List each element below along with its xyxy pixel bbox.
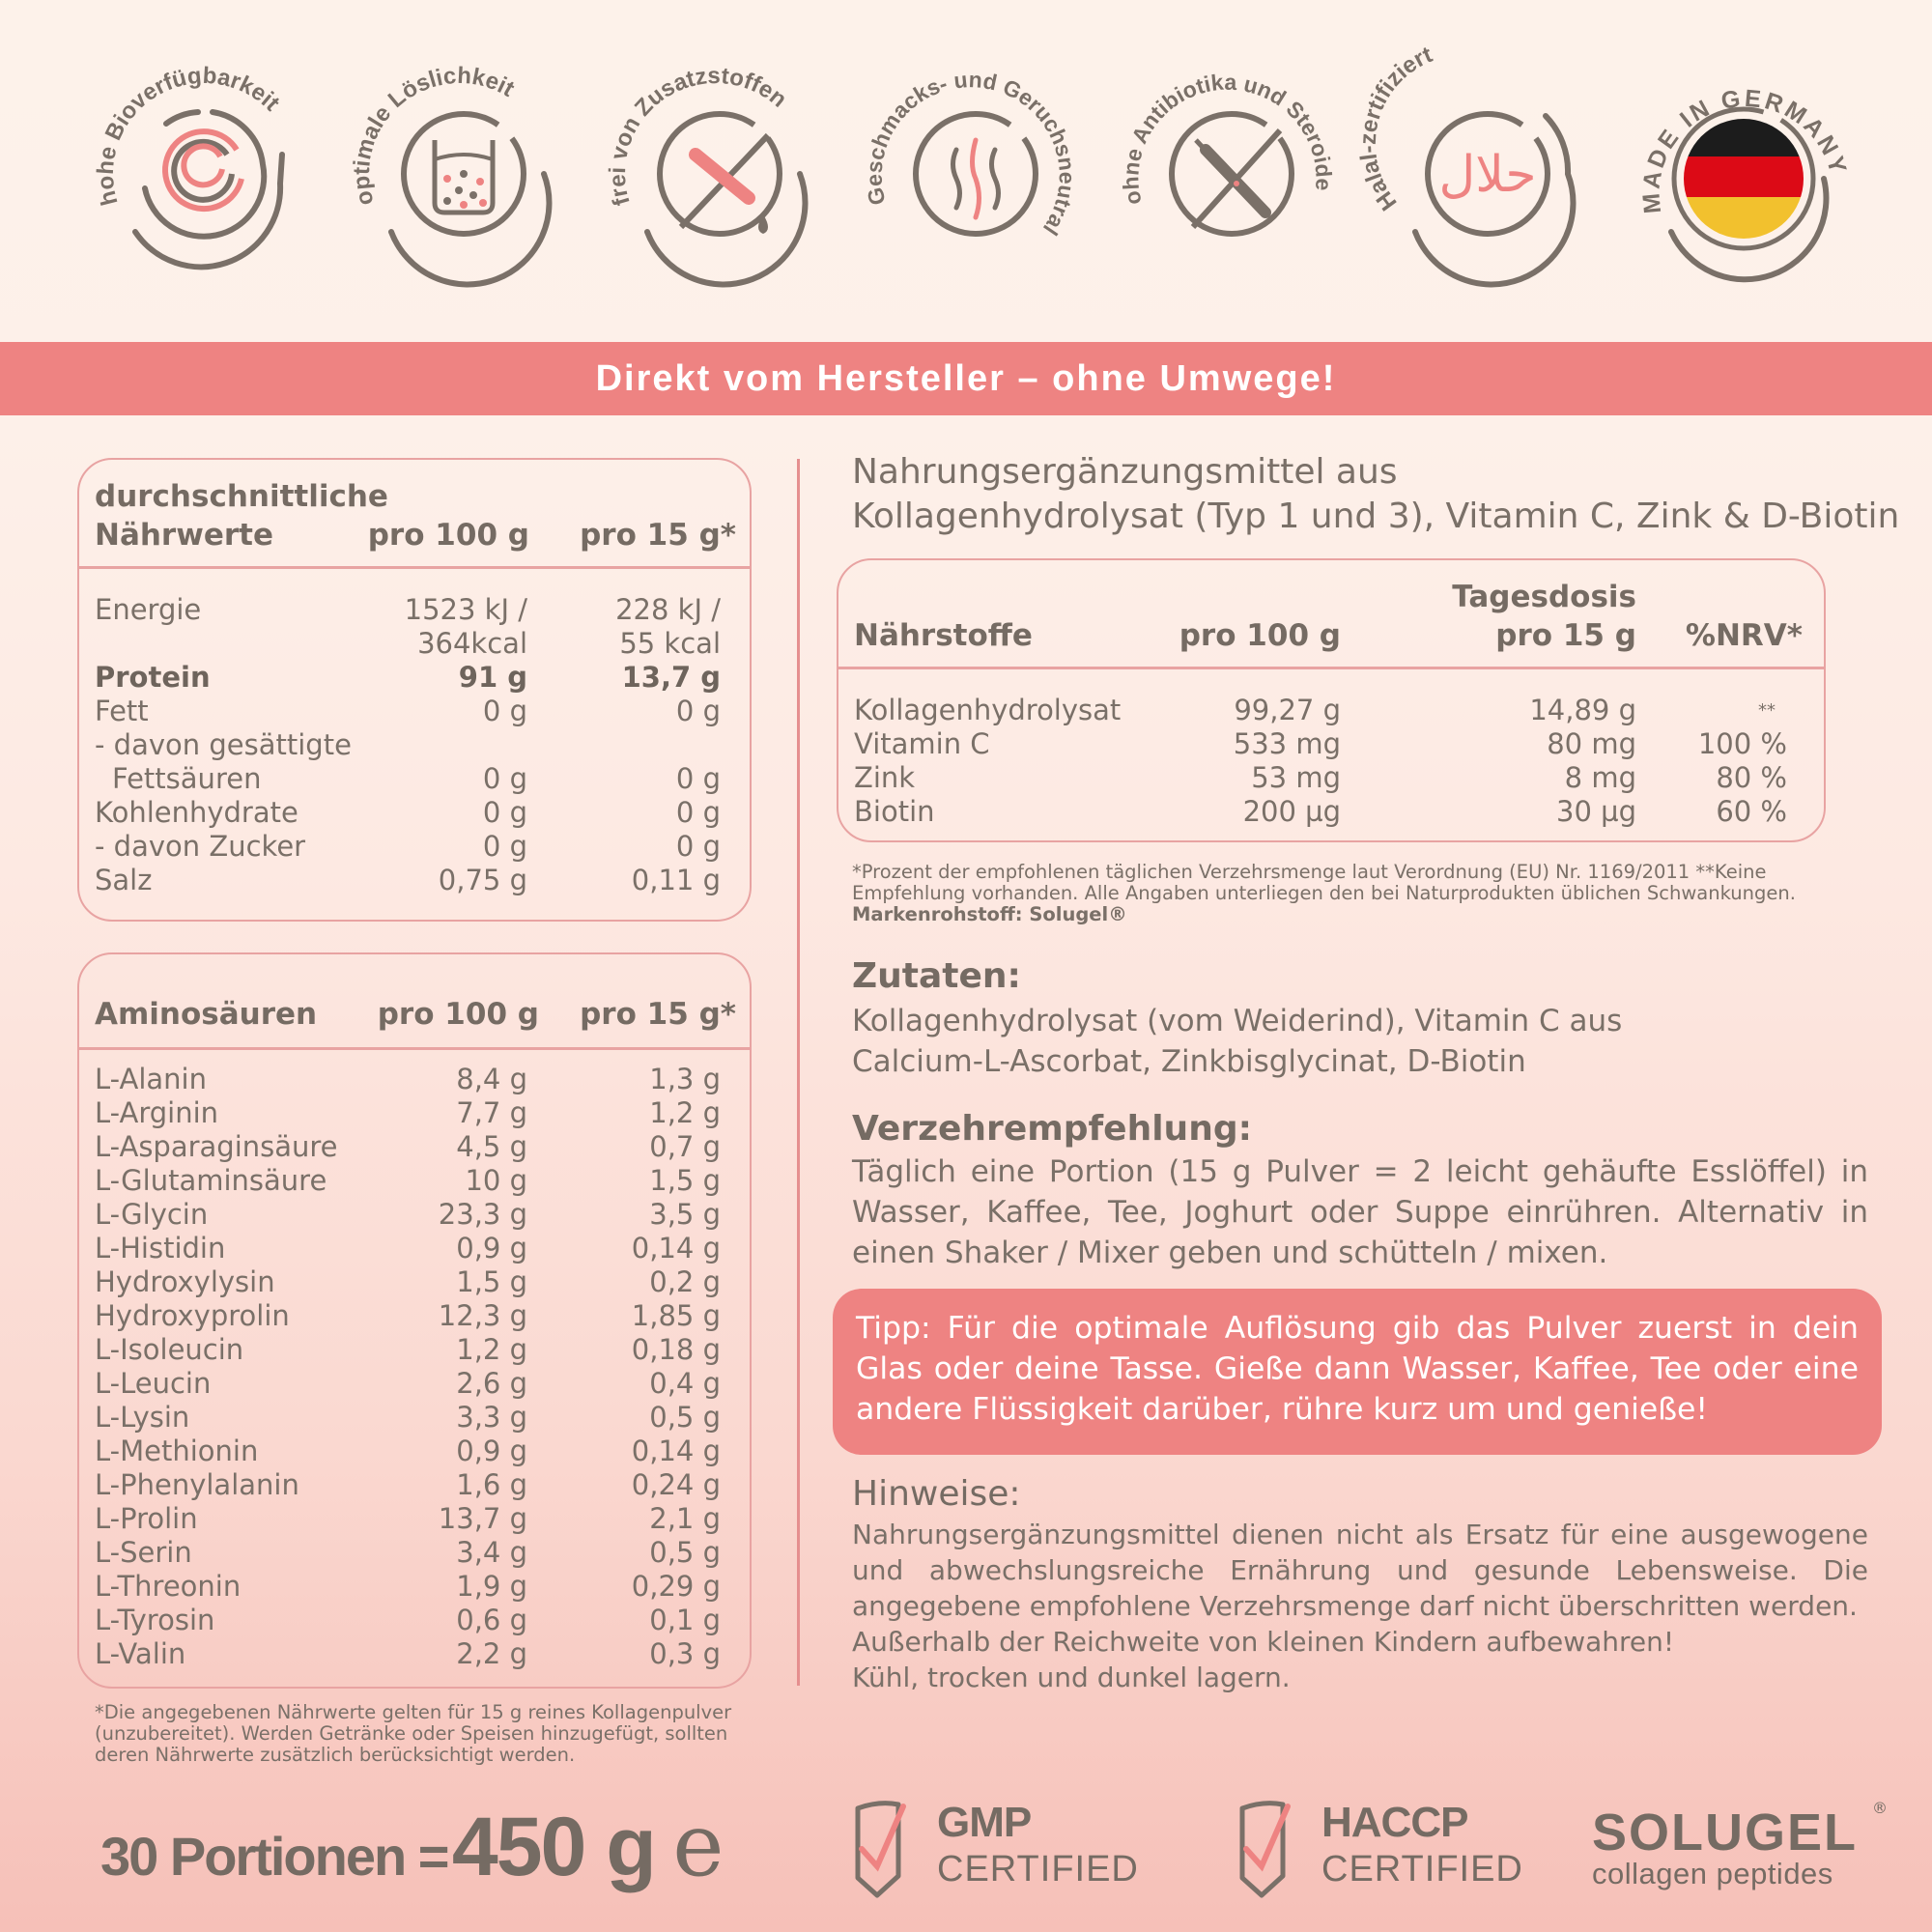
no-syringe-icon [1118, 58, 1337, 270]
solugel-logo: SOLUGEL ® collagen peptides [1592, 1799, 1888, 1890]
weight: 450 g [451, 1801, 655, 1893]
table-row: Hydroxylysin 1,5 g 0,2 g [95, 1265, 721, 1298]
badge-neutral-taste [861, 58, 1080, 270]
table-row: Salz 0,75 g 0,11 g [95, 864, 721, 896]
table-row: L-Leucin 2,6 g 0,4 g [95, 1367, 721, 1400]
notes-text: Nahrungsergänzungsmittel dienen nicht als Ersatz für eine ausgewogene und abwechslungsreiche Ernährung und gesunde Lebensweise. Die angegebene empfohlene Verzehrsmenge darf nicht überschritten werden. Außerhalb der Reichweite von kleinen Kindern aufbewahren! Kühl, trocken und dunkel lagern. [852, 1519, 1868, 1693]
ingredients-heading: Zutaten: [852, 956, 1021, 996]
table-row: L-Prolin 13,7 g 2,1 g [95, 1502, 721, 1535]
table-row: Kollagenhydrolysat 99,27 g 14,89 g ** [854, 694, 1776, 726]
badge-no-antibiotics [1118, 58, 1337, 270]
nutrition-header-col1: pro 100 g [367, 518, 529, 553]
usage-heading: Verzehrempfehlung: [852, 1109, 1252, 1149]
amino-header-label: Aminosäuren [95, 997, 318, 1032]
svg-text:frei von Zusatzstoffen: frei von Zusatzstoffen [604, 62, 792, 209]
table-row: Biotin 200 µg 30 µg 60 % [854, 795, 1787, 828]
svg-text:Geschmacks- und Geruchsneutral: Geschmacks- und Geruchsneutral [861, 67, 1080, 241]
badge-made-in-germany [1633, 58, 1853, 270]
table-row: - davon Zucker 0 g 0 g [95, 830, 721, 863]
promo-banner: Direkt vom Hersteller – ohne Umwege! [0, 342, 1932, 415]
svg-text:ohne Antibiotika und Steroide: ohne Antibiotika und Steroide [1118, 69, 1337, 208]
tip-box: Tipp: Für die optimale Auflösung gib das Pulver zuerst in dein Glas oder deine Tasse. Gieße dann Wasser, Kaffee, Tee oder eine andere Flüssigkeit darüber, rühre kurz um und genieße! [833, 1289, 1882, 1455]
column-divider [797, 459, 800, 1686]
nrv-footnote: *Prozent der empfohlenen täglichen Verzehrsmenge laut Verordnung (EU) Nr. 1169/2011 **Keine Empfehlung vorhanden. Alle Angaben unterliegen den bei Naturprodukten üblichen Schwankungen. Markenrohstoff: Solugel® [852, 862, 1847, 925]
amino-header-col2: pro 15 g* [580, 997, 736, 1032]
table-row: L-Glycin 23,3 g 3,5 g [95, 1198, 721, 1231]
svg-text:MADE IN GERMANY: MADE IN GERMANY [1637, 84, 1853, 215]
nrv-header-label: Nährstoffe [854, 618, 1033, 653]
table-row: L-Valin 2,2 g 0,3 g [95, 1637, 721, 1670]
amino-acids-table [77, 952, 752, 1689]
german-flag-icon [1633, 58, 1853, 270]
table-row: L-Lysin 3,3 g 0,5 g [95, 1401, 721, 1434]
nrv-table [837, 558, 1826, 842]
nrv-header-col3: %NRV* [1685, 618, 1803, 653]
table-row: Fett 0 g 0 g [95, 695, 721, 727]
nutrition-header-col2: pro 15 g* [580, 518, 736, 553]
table-row: L-Arginin 7,7 g 1,2 g [95, 1096, 721, 1129]
table-row: Fettsäuren 0 g 0 g [112, 762, 721, 795]
product-title-line-1: Nahrungsergänzungsmittel aus [852, 452, 1398, 492]
table-row: L-Glutaminsäure 10 g 1,5 g [95, 1164, 721, 1197]
badge-halal [1354, 42, 1589, 270]
table-row: L-Histidin 0,9 g 0,14 g [95, 1232, 721, 1264]
table-row: L-Asparaginsäure 4,5 g 0,7 g [95, 1130, 721, 1163]
table-row: 364kcal 55 kcal [417, 627, 721, 660]
table-row: Zink 53 mg 8 mg 80 % [854, 761, 1787, 794]
shield-check-icon [850, 1799, 927, 1905]
nrv-header-col2-line2: pro 15 g [1495, 618, 1636, 653]
ingredients-text: Kollagenhydrolysat (vom Weiderind), Vitamin C aus Calcium-L-Ascorbat, Zinkbisglycinat, D-Biotin [852, 1004, 1623, 1079]
header-divider [79, 1047, 750, 1050]
header-divider [79, 566, 750, 569]
badge-bioavailability [92, 58, 309, 270]
table-row: L-Threonin 1,9 g 0,29 g [95, 1570, 721, 1603]
product-title-line-2: Kollagenhydrolysat (Typ 1 und 3), Vitamin C, Zink & D-Biotin [852, 497, 1900, 536]
header-divider [838, 667, 1824, 669]
notes-heading: Hinweise: [852, 1474, 1021, 1514]
shield-check-icon [1235, 1799, 1312, 1905]
nutrition-header-label-2: Nährwerte [95, 518, 274, 553]
table-row: L-Phenylalanin 1,6 g 0,24 g [95, 1468, 721, 1501]
glass-solubility-icon [348, 58, 565, 270]
badge-no-additives [604, 58, 821, 270]
table-row: Energie 1523 kJ / 228 kJ / [95, 593, 721, 626]
estimated-sign-icon: e [672, 1795, 724, 1896]
table-row: Hydroxyprolin 12,3 g 1,85 g [95, 1299, 721, 1332]
portions-info [100, 1795, 724, 1896]
svg-text:حلال: حلال [1438, 146, 1537, 204]
table-row: L-Isoleucin 1,2 g 0,18 g [95, 1333, 721, 1366]
table-row: Vitamin C 533 mg 80 mg 100 % [854, 727, 1787, 760]
table-row: Kohlenhydrate 0 g 0 g [95, 796, 721, 829]
product-title [852, 450, 1899, 539]
nutrition-table [77, 458, 752, 922]
amino-footnote: *Die angegebenen Nährwerte gelten für 15 g reines Kollagenpulver (unzubereitet). Werden Getränke oder Speisen hinzugefügt, sollten deren Nährwerte zusätzlich berücksichtigt werden. [95, 1701, 732, 1766]
portions-text: 30 Portionen = [100, 1826, 448, 1887]
nrv-header-col2-line1: Tagesdosis [1452, 580, 1636, 614]
svg-text:optimale Löslichkeit: optimale Löslichkeit [348, 62, 519, 209]
table-row: L-Tyrosin 0,6 g 0,1 g [95, 1604, 721, 1636]
svg-text:hohe Bioverfügbarkeit: hohe Bioverfügbarkeit [92, 62, 285, 209]
nrv-header-col1: pro 100 g [1179, 618, 1341, 653]
table-row: L-Alanin 8,4 g 1,3 g [95, 1063, 721, 1095]
brand-note: Markenrohstoff: Solugel® [852, 903, 1127, 925]
badge-solubility [348, 58, 565, 270]
no-additives-pipette-icon [604, 58, 821, 270]
table-row: Protein 91 g 13,7 g [95, 661, 721, 694]
svg-text:Halal-zertifiziert: Halal-zertifiziert [1354, 42, 1436, 215]
table-row: - davon gesättigte [95, 728, 352, 761]
halal-arabic-icon [1354, 42, 1589, 270]
neutral-smell-waves-icon [861, 58, 1080, 270]
table-row: L-Methionin 0,9 g 0,14 g [95, 1435, 721, 1467]
usage-text: Täglich eine Portion (15 g Pulver = 2 leicht gehäufte Esslöffel) in Wasser, Kaffee, Tee, Joghurt oder Suppe einrühren. Alternativ in einen Shaker / Mixer geben und schütteln / mixen. [852, 1154, 1868, 1270]
amino-header-col1: pro 100 g [377, 997, 539, 1032]
bioavailability-arrows-icon [92, 58, 309, 270]
nutrition-header-label-1: durchschnittliche [95, 479, 388, 514]
table-row: L-Serin 3,4 g 0,5 g [95, 1536, 721, 1569]
